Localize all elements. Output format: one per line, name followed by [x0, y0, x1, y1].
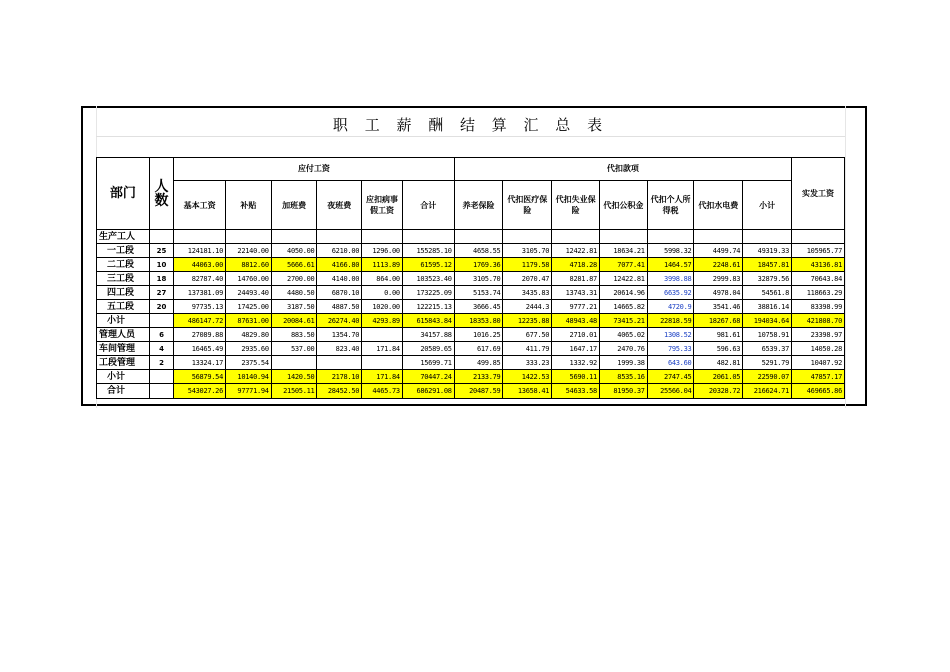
cell-value: 9777.21: [552, 300, 600, 314]
row-dept: 合计: [97, 384, 150, 399]
cell-value: 10407.92: [792, 356, 845, 370]
cell-value: [271, 356, 317, 370]
row-count: 27: [149, 286, 173, 300]
cell-value: 677.50: [503, 328, 552, 342]
cell-value: 4050.00: [271, 244, 317, 258]
row-dept: 二工段: [97, 258, 150, 272]
cell-value: 6870.10: [317, 286, 362, 300]
cell-value: 482.81: [694, 356, 743, 370]
cell-value: 3666.45: [454, 300, 503, 314]
row-dept: 小计: [97, 370, 150, 384]
header-payable-5: 合计: [402, 181, 454, 230]
header-payable-group: 应付工资: [174, 158, 454, 181]
cell-value: 1464.57: [647, 258, 694, 272]
header-deduct-3: 代扣公积金: [599, 181, 647, 230]
cell-value: 2133.79: [454, 370, 503, 384]
header-deduct-group: 代扣款项: [454, 158, 791, 181]
cell-value: 5153.74: [454, 286, 503, 300]
cell-value: 2470.76: [599, 342, 647, 356]
cell-value: 2935.60: [226, 342, 272, 356]
cell-value: 2747.45: [647, 370, 694, 384]
cell-value: 61595.12: [402, 258, 454, 272]
cell-value: 155285.10: [402, 244, 454, 258]
row-count: 6: [149, 328, 173, 342]
cell-value: 54633.58: [552, 384, 600, 399]
row-dept: 车间管理: [97, 342, 150, 356]
cell-value: [362, 356, 403, 370]
cell-value: 469665.86: [792, 384, 845, 399]
cell-value: 13324.17: [174, 356, 226, 370]
table-row: [97, 286, 845, 300]
cell-value: 34157.88: [402, 328, 454, 342]
cell-value: 54561.8: [743, 286, 792, 300]
cell-value: 1420.50: [271, 370, 317, 384]
cell-value: 20328.72: [694, 384, 743, 399]
cell-value: 1999.38: [599, 356, 647, 370]
cell-value: 7077.41: [599, 258, 647, 272]
cell-value: 615843.84: [402, 314, 454, 328]
cell-value: 4978.04: [694, 286, 743, 300]
cell-value: 4140.00: [317, 272, 362, 286]
cell-value: 216624.71: [743, 384, 792, 399]
cell-value: 4658.55: [454, 244, 503, 258]
cell-value: [317, 356, 362, 370]
cell-value: 883.50: [271, 328, 317, 342]
cell-value: 486147.72: [174, 314, 226, 328]
cell-value: 87631.00: [226, 314, 272, 328]
empty-row: [96, 137, 845, 158]
cell-value: 686291.08: [402, 384, 454, 399]
cell-value: 823.40: [317, 342, 362, 356]
header-deduct-4: 代扣个人所得税: [647, 181, 694, 230]
cell-value: 18353.80: [454, 314, 503, 328]
cell-value: 44063.00: [174, 258, 226, 272]
table-row: [97, 342, 845, 356]
cell-value: 4293.89: [362, 314, 403, 328]
cell-value: 70643.84: [792, 272, 845, 286]
cell-value: 13658.41: [503, 384, 552, 399]
cell-value: 47857.17: [792, 370, 845, 384]
header-deduct-2: 代扣失业保险: [552, 181, 600, 230]
cell-value: 1296.00: [362, 244, 403, 258]
row-dept: 工段管理: [97, 356, 150, 370]
cell-value: 16465.49: [174, 342, 226, 356]
cell-value: 8535.16: [599, 370, 647, 384]
cell-value: 0.00: [362, 286, 403, 300]
cell-value: 105965.77: [792, 244, 845, 258]
cell-value: 795.33: [647, 342, 694, 356]
header-deduct-6: 小计: [743, 181, 792, 230]
cell-value: 6210.00: [317, 244, 362, 258]
row-dept: 管理人员: [97, 328, 150, 342]
cell-value: 81950.37: [599, 384, 647, 399]
header-payable-2: 加班费: [271, 181, 317, 230]
cell-value: 421808.70: [792, 314, 845, 328]
cell-value: 14665.82: [599, 300, 647, 314]
header-net: 实发工资: [792, 158, 845, 230]
cell-value: 5666.61: [271, 258, 317, 272]
cell-value: 25566.04: [647, 384, 694, 399]
cell-value: 14050.28: [792, 342, 845, 356]
row-dept: 三工段: [97, 272, 150, 286]
header-deduct-1: 代扣医疗保险: [503, 181, 552, 230]
cell-value: 2444.3: [503, 300, 552, 314]
cell-value: 22590.07: [743, 370, 792, 384]
cell-value: 18267.68: [694, 314, 743, 328]
row-count: 10: [149, 258, 173, 272]
table-row: [97, 370, 845, 384]
cell-value: 23398.97: [792, 328, 845, 342]
cell-value: 3541.46: [694, 300, 743, 314]
cell-value: 20084.61: [271, 314, 317, 328]
header-deduct-0: 养老保险: [454, 181, 503, 230]
cell-value: 8281.87: [552, 272, 600, 286]
table-row: [97, 356, 845, 370]
row-dept: 四工段: [97, 286, 150, 300]
cell-value: 22818.59: [647, 314, 694, 328]
cell-value: 4829.80: [226, 328, 272, 342]
cell-value: 1354.70: [317, 328, 362, 342]
section-label: 生产工人: [97, 230, 150, 244]
cell-value: 4166.80: [317, 258, 362, 272]
table-row: [97, 300, 845, 314]
cell-value: 2178.10: [317, 370, 362, 384]
cell-value: 22140.00: [226, 244, 272, 258]
cell-value: 3998.88: [647, 272, 694, 286]
table-row: [97, 314, 845, 328]
cell-value: 2710.01: [552, 328, 600, 342]
cell-value: 122215.13: [402, 300, 454, 314]
header-payable-4: 应扣病事假工资: [362, 181, 403, 230]
cell-value: 27089.88: [174, 328, 226, 342]
cell-value: 411.79: [503, 342, 552, 356]
cell-value: 6635.92: [647, 286, 694, 300]
cell-value: 10140.94: [226, 370, 272, 384]
cell-value: 12422.81: [552, 244, 600, 258]
cell-value: [362, 328, 403, 342]
row-dept: 五工段: [97, 300, 150, 314]
table-row: [97, 272, 845, 286]
header-dept: 部门: [97, 158, 150, 230]
cell-value: 70447.24: [402, 370, 454, 384]
header-payable-1: 补贴: [226, 181, 272, 230]
cell-value: 4465.73: [362, 384, 403, 399]
cell-value: 14760.00: [226, 272, 272, 286]
cell-value: 12422.81: [599, 272, 647, 286]
cell-value: 43136.81: [792, 258, 845, 272]
cell-value: 194034.64: [743, 314, 792, 328]
cell-value: 97735.13: [174, 300, 226, 314]
cell-value: 2070.47: [503, 272, 552, 286]
row-dept: 一工段: [97, 244, 150, 258]
cell-value: 20614.96: [599, 286, 647, 300]
cell-value: 97771.94: [226, 384, 272, 399]
cell-value: 28452.50: [317, 384, 362, 399]
cell-value: 3105.70: [503, 244, 552, 258]
cell-value: 12235.88: [503, 314, 552, 328]
cell-value: 2248.61: [694, 258, 743, 272]
cell-value: 48943.48: [552, 314, 600, 328]
table-row: [97, 384, 845, 399]
row-count: 2: [149, 356, 173, 370]
cell-value: 171.84: [362, 370, 403, 384]
cell-value: 543027.26: [174, 384, 226, 399]
table-row: [97, 258, 845, 272]
sheet-title: 职 工 薪 酬 结 算 汇 总 表: [96, 114, 845, 137]
row-count: 18: [149, 272, 173, 286]
cell-value: 617.69: [454, 342, 503, 356]
cell-value: 21505.11: [271, 384, 317, 399]
cell-value: 4065.02: [599, 328, 647, 342]
cell-value: 103523.40: [402, 272, 454, 286]
cell-value: 5998.32: [647, 244, 694, 258]
row-count: [149, 314, 173, 328]
cell-value: 137381.09: [174, 286, 226, 300]
header-count: 人数: [149, 158, 173, 230]
row-count: 25: [149, 244, 173, 258]
cell-value: 4887.50: [317, 300, 362, 314]
cell-value: 15699.71: [402, 356, 454, 370]
cell-value: 20487.59: [454, 384, 503, 399]
cell-value: 1308.52: [647, 328, 694, 342]
cell-value: 1422.53: [503, 370, 552, 384]
cell-value: 1020.00: [362, 300, 403, 314]
cell-value: 2700.00: [271, 272, 317, 286]
cell-value: 981.61: [694, 328, 743, 342]
cell-value: 6539.37: [743, 342, 792, 356]
row-count: 20: [149, 300, 173, 314]
cell-value: 2375.54: [226, 356, 272, 370]
cell-value: 24493.40: [226, 286, 272, 300]
cell-value: 73415.21: [599, 314, 647, 328]
row-count: 4: [149, 342, 173, 356]
cell-value: 1113.89: [362, 258, 403, 272]
cell-value: 26274.40: [317, 314, 362, 328]
cell-value: 3105.70: [454, 272, 503, 286]
row-dept: 小计: [97, 314, 150, 328]
cell-value: 596.63: [694, 342, 743, 356]
cell-value: 1769.36: [454, 258, 503, 272]
cell-value: 2061.05: [694, 370, 743, 384]
cell-value: 20589.65: [402, 342, 454, 356]
cell-value: 56879.54: [174, 370, 226, 384]
cell-value: 8812.60: [226, 258, 272, 272]
cell-value: 5690.11: [552, 370, 600, 384]
header-payable-0: 基本工资: [174, 181, 226, 230]
row-count: [149, 370, 173, 384]
cell-value: 17425.00: [226, 300, 272, 314]
cell-value: 171.84: [362, 342, 403, 356]
cell-value: 4480.50: [271, 286, 317, 300]
row-count: [149, 384, 173, 399]
header-deduct-5: 代扣水电费: [694, 181, 743, 230]
salary-table: [96, 157, 845, 399]
cell-value: 864.00: [362, 272, 403, 286]
cell-value: 333.23: [503, 356, 552, 370]
cell-value: 4499.74: [694, 244, 743, 258]
cell-value: 18634.21: [599, 244, 647, 258]
cell-value: 2999.83: [694, 272, 743, 286]
cell-value: 1016.25: [454, 328, 503, 342]
cell-value: 1179.58: [503, 258, 552, 272]
cell-value: 1332.92: [552, 356, 600, 370]
cell-value: 13743.31: [552, 286, 600, 300]
cell-value: 18457.81: [743, 258, 792, 272]
cell-value: 124181.10: [174, 244, 226, 258]
cell-value: 173225.09: [402, 286, 454, 300]
cell-value: 49319.33: [743, 244, 792, 258]
cell-value: 537.00: [271, 342, 317, 356]
cell-value: 499.85: [454, 356, 503, 370]
header-payable-3: 夜班费: [317, 181, 362, 230]
cell-value: 3187.50: [271, 300, 317, 314]
cell-value: 1647.17: [552, 342, 600, 356]
cell-value: 4718.28: [552, 258, 600, 272]
cell-value: 83398.99: [792, 300, 845, 314]
cell-value: 118663.29: [792, 286, 845, 300]
table-row: [97, 244, 845, 258]
cell-value: 643.60: [647, 356, 694, 370]
table-row: [97, 328, 845, 342]
cell-value: 38816.14: [743, 300, 792, 314]
cell-value: 10758.91: [743, 328, 792, 342]
cell-value: 32879.56: [743, 272, 792, 286]
grid-line: [845, 106, 846, 408]
cell-value: 3435.83: [503, 286, 552, 300]
cell-value: 4720.9: [647, 300, 694, 314]
cell-value: 5291.79: [743, 356, 792, 370]
cell-value: 82787.40: [174, 272, 226, 286]
